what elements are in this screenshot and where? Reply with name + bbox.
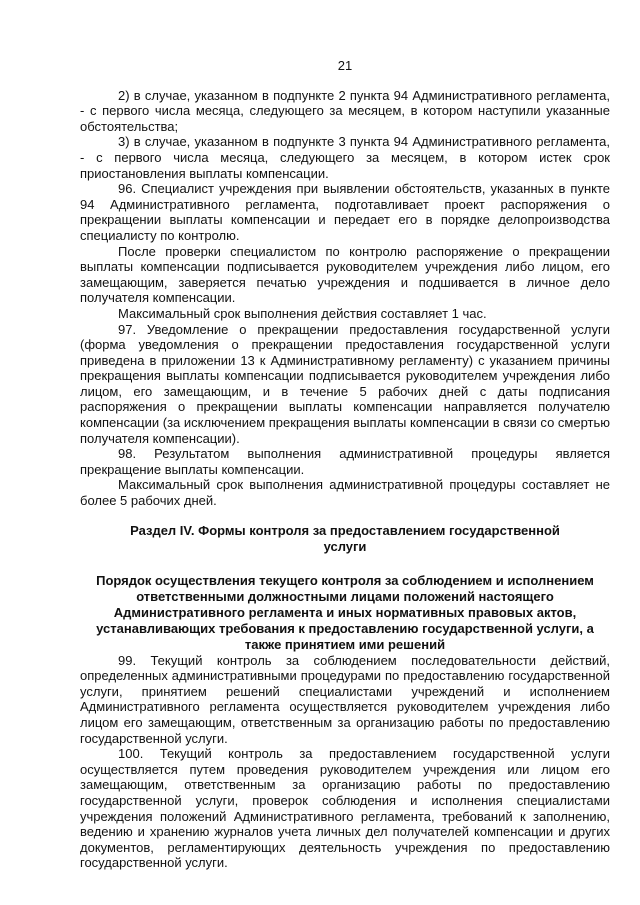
page-number: 21	[337, 58, 353, 73]
paragraph: 2) в случае, указанном в подпункте 2 пункта 94 Административного регламента, - с первого числа месяца, следующего за месяцем, в котором наступили указанные обстоятельства;	[80, 87, 610, 134]
paragraph: 98. Результатом выполнения административной процедуры является прекращение выплаты компенсации.	[80, 446, 610, 477]
paragraph: 100. Текущий контроль за предоставлением государственной услуги осуществляется путем проведения руководителем учреждения или лицом его замещающим, ответственным за организацию работы по предоставлению государственной услуги, проверок соблюдения и исполнения специалистами учреждения положений Административного регламента, требований к заполнению, ведению и хранению журналов учета личных дел получателей компенсации и других документов, регламентирующих деятельность учреждения по предоставлению государственной услуги.	[80, 746, 610, 871]
paragraph: Максимальный срок выполнения административной процедуры составляет не более 5 рабочих дней.	[80, 477, 610, 509]
paragraph: 97. Уведомление о прекращении предоставления государственной услуги (форма уведомления о прекращении предоставления государственной услуги приведена в приложении 13 к Административному регламенту) с указанием причины прекращения выплаты компенсации подписывается руководителем учреждения либо лицом, его замещающим, и в течение 5 рабочих дней с даты подписания распоряжения о прекращении выплаты компенсации направляется получателю компенсации (за исключением прекращения выплаты компенсации в связи со смертью получателя компенсации).	[80, 321, 610, 446]
paragraph: Максимальный срок выполнения действия составляет 1 час.	[118, 305, 487, 321]
paragraph: 3) в случае, указанном в подпункте 3 пункта 94 Административного регламента, - с первого числа месяца, следующего за месяцем, в котором истек срок приостановления выплаты компенсации.	[80, 134, 610, 181]
subsection-heading: Порядок осуществления текущего контроля за соблюдением и исполнением ответственными должностными лицами положений настоящего Административного регламента и иных нормативных правовых актов, устанавливающих требования к предоставлению государственной услуги, а также принятием ими решений	[96, 572, 594, 652]
paragraph: 96. Специалист учреждения при выявлении обстоятельств, указанных в пункте 94 Административного регламента, подготавливает проект распоряжения о прекращении выплаты компенсации и передает его в порядке делопроизводства специалисту по контролю.	[80, 181, 610, 243]
section-heading: Раздел IV. Формы контроля за предоставлением государственной услуги	[130, 522, 560, 554]
paragraph: После проверки специалистом по контролю распоряжение о прекращении выплаты компенсации подписывается руководителем учреждения либо лицом, его замещающим, заверяется печатью учреждения и подшивается в личное дело получателя компенсации.	[80, 243, 610, 306]
paragraph: 99. Текущий контроль за соблюдением последовательности действий, определенных административными процедурами по предоставлению государственной услуги, принятием решений специалистами учреждений и исполнением Административного регламента осуществляется руководителем учреждения либо лицом его замещающим, ответственным за организацию работы по предоставлению государственной услуги.	[80, 652, 610, 746]
